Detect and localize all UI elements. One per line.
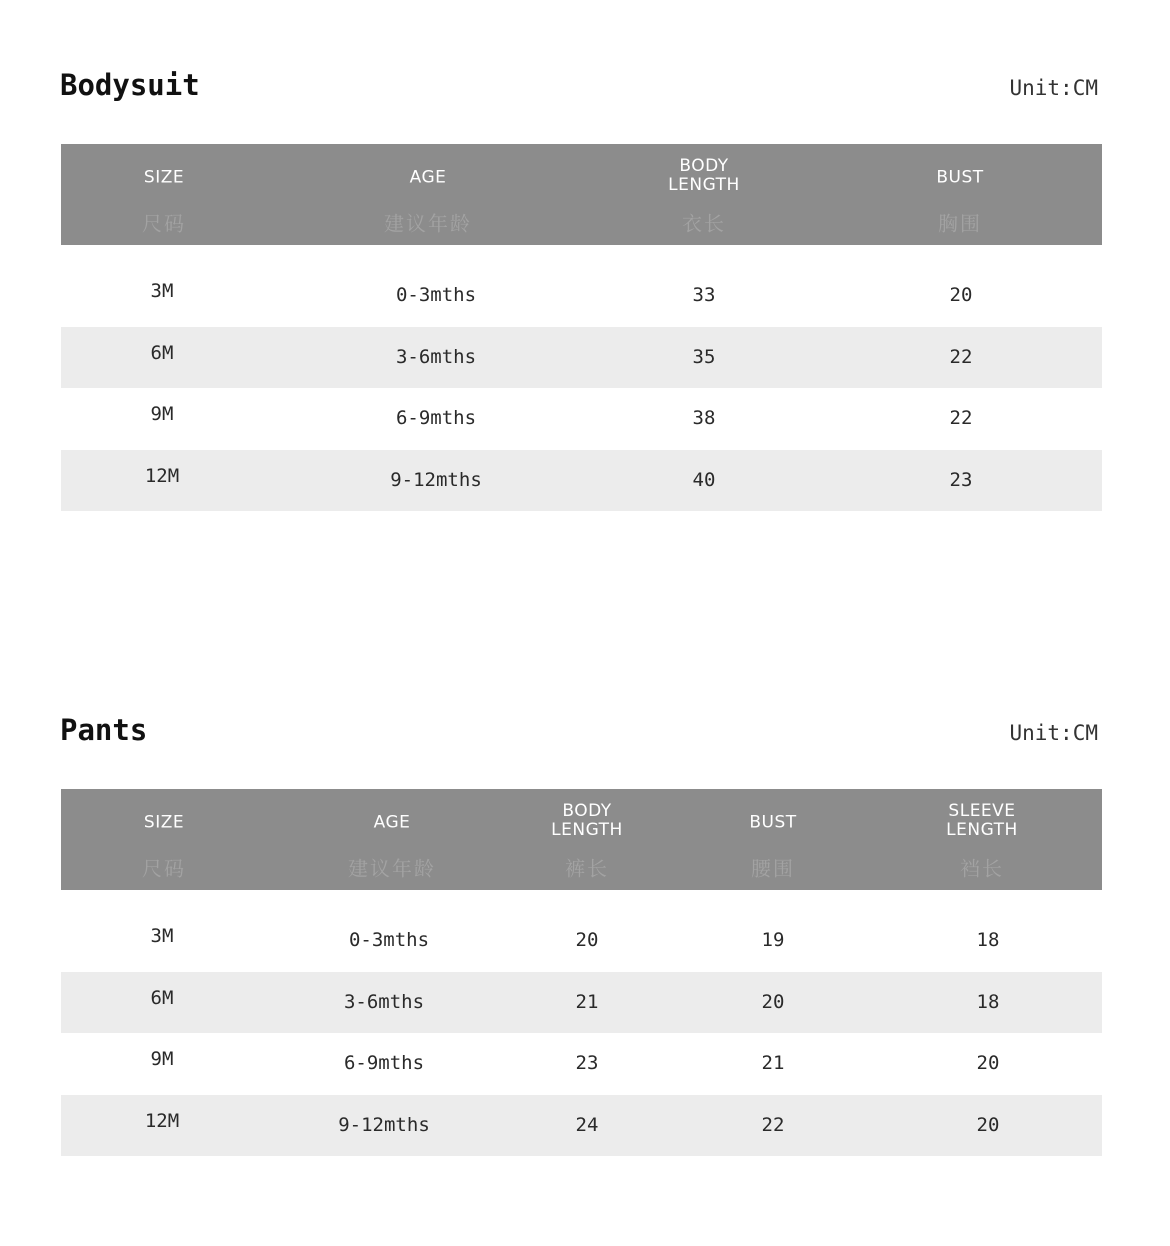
age-cell: 9-12mths — [338, 1113, 430, 1136]
table-row — [61, 388, 1102, 450]
table-header: SIZE 尺码 AGE 建议年龄 BODY LENGTH 裤长 BUST 腰围 SLEEVE LENGTH 裆长 — [61, 789, 1102, 890]
size-cell: 3M — [150, 925, 174, 947]
age-cell: 3-6mths — [343, 990, 425, 1013]
bust-cell: 22 — [949, 407, 973, 429]
bodysuit-title: Bodysuit — [60, 68, 200, 102]
table-row — [61, 1033, 1102, 1095]
sleeve-length-cell: 18 — [976, 990, 1000, 1013]
bust-cell: 21 — [761, 1052, 785, 1074]
size-cell: 12M — [144, 464, 180, 487]
table-row — [61, 327, 1102, 389]
table-row — [61, 1095, 1102, 1157]
size-cell: 9M — [150, 1048, 174, 1070]
age-cell: 0-3mths — [395, 284, 477, 306]
bodysuit-size-table — [61, 144, 1102, 511]
sleeve-length-cell: 20 — [976, 1052, 1000, 1074]
body-length-cell: 23 — [575, 1052, 599, 1074]
table-header: SIZE 尺码 AGE 建议年龄 BODY LENGTH 衣长 BUST 胸围 — [61, 144, 1102, 245]
size-cell: 6M — [150, 341, 174, 364]
size-cell: 3M — [150, 280, 174, 302]
body-length-cell: 24 — [575, 1113, 599, 1136]
body-length-cell: 21 — [575, 990, 599, 1013]
body-length-cell: 40 — [692, 468, 716, 491]
size-cell: 12M — [144, 1109, 180, 1132]
bust-cell: 19 — [761, 929, 785, 951]
size-cell: 6M — [150, 986, 174, 1009]
table-row — [61, 265, 1102, 327]
bodysuit-unit: Unit:CM — [1009, 76, 1098, 100]
bust-cell: 20 — [949, 284, 973, 306]
bust-cell: 22 — [949, 345, 973, 368]
age-cell: 6-9mths — [395, 407, 477, 429]
body-length-cell: 38 — [692, 407, 716, 429]
body-length-cell: 33 — [692, 284, 716, 306]
sleeve-length-cell: 20 — [976, 1113, 1000, 1136]
table-row — [61, 450, 1102, 512]
size-cell: 9M — [150, 403, 174, 425]
pants-title: Pants — [60, 713, 148, 747]
bust-cell: 22 — [761, 1113, 785, 1136]
sleeve-length-cell: 18 — [976, 929, 1000, 951]
age-cell: 9-12mths — [390, 468, 482, 491]
bust-cell: 20 — [761, 990, 785, 1013]
bust-cell: 23 — [949, 468, 973, 491]
pants-unit: Unit:CM — [1009, 721, 1098, 745]
table-row — [61, 910, 1102, 972]
age-cell: 6-9mths — [343, 1052, 425, 1074]
age-cell: 0-3mths — [348, 929, 430, 951]
table-row — [61, 972, 1102, 1034]
body-length-cell: 35 — [692, 345, 716, 368]
age-cell: 3-6mths — [395, 345, 477, 368]
pants-size-table — [61, 789, 1102, 1156]
body-length-cell: 20 — [575, 929, 599, 951]
